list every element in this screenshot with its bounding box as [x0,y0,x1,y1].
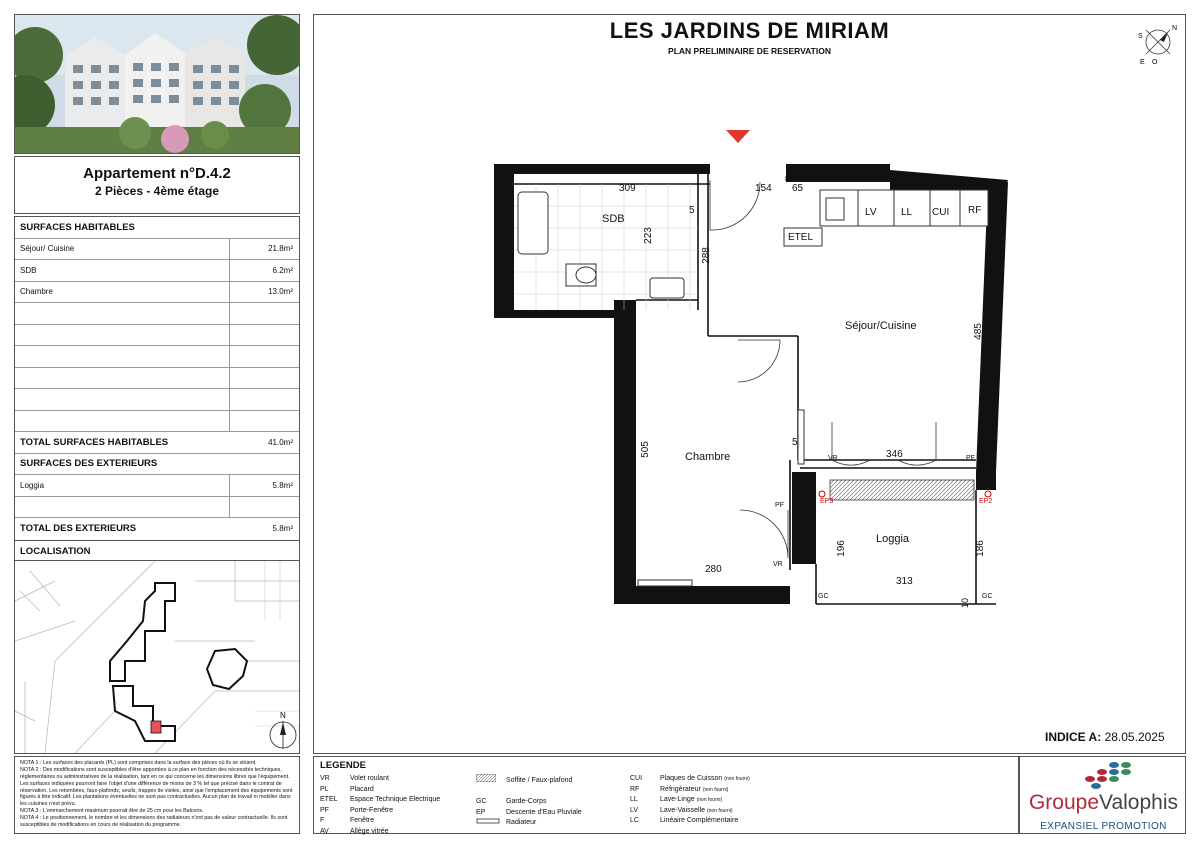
dim-154: 154 [755,183,772,194]
equip-lv: LV [865,207,877,218]
legend-item: VR Volet roulant [320,775,389,782]
exterior-area: 5.8m² [229,475,299,496]
exterieurs-header [15,454,299,476]
compass-n: N [1172,25,1178,32]
dim-5a: 5 [689,205,695,216]
total-surfaces-row [15,432,299,454]
total-exterieurs-row [15,518,299,540]
bathtub-icon [518,192,548,254]
compass-e: E [1140,59,1145,66]
tag-ep3: EP3 [820,498,834,505]
tag-pf1: PF [966,455,975,462]
radiator-swatch-icon [476,818,500,824]
dim-223: 223 [642,227,654,244]
indice-date: 28.05.2025 [1104,730,1165,744]
equip-etel: ETEL [788,232,814,243]
table-row-empty [15,325,299,347]
tag-gc2: GC [982,593,993,600]
sink-icon [650,278,684,298]
note-1: NOTA 1 : Les surfaces des placards (PL) sont comprises dans la surface des pièces où ils se situent. [20,760,257,766]
total-surfaces-value: 41.0m² [268,437,293,447]
dim-196: 196 [835,540,847,557]
note-3: NOTA 3 : L'emmarchement maximum pourrait être de 25 cm pour les Balcons. [20,808,204,815]
equip-ll: LL [901,207,913,218]
total-surfaces-label: TOTAL SURFACES HABITABLES [20,436,169,448]
room-sdb-label: SDB [602,213,625,225]
room-label: Chambre [20,287,53,297]
dim-280: 280 [705,564,722,575]
legend-item: LV Lave-Vaisselle (non fourni) [630,806,733,814]
project-subtitle: PLAN PRELIMINAIRE DE RESERVATION [668,46,831,56]
project-title: LES JARDINS DE MIRIAM [609,18,890,43]
hatch-swatch-icon [476,774,496,782]
legend-item: Radiateur [476,818,582,829]
table-row-empty [15,497,299,519]
surfaces-header-label: SURFACES HABITABLES [20,221,135,233]
room-area: 13.0m² [229,282,299,303]
tag-vr1: VR [828,455,838,462]
surfaces-table [14,216,300,541]
table-row-empty [15,346,299,368]
table-row-empty [15,389,299,411]
compass-s: S [1138,33,1143,40]
exterieurs-header-label: SURFACES DES EXTERIEURS [20,458,158,470]
room-label: SDB [20,265,37,275]
table-row [15,239,299,261]
radiator-icon [638,580,692,586]
table-row [15,282,299,304]
legend-item: PL Placard [320,785,374,793]
legend-item: LC Linéaire Complémentaire [630,817,739,825]
indice-line [1045,730,1165,744]
room-loggia-label: Loggia [876,533,910,545]
dim-65: 65 [792,183,804,194]
room-area: 21.8m² [229,239,299,260]
apartment-subtitle: 2 Pièces - 4ème étage [94,184,220,198]
floor-plan [490,160,1010,610]
apartment-title: Appartement n°D.4.2 [83,165,231,182]
building-render-image [14,14,300,154]
room-sejour-label: Séjour/Cuisine [845,320,917,332]
groupe-valophis-logo [1019,756,1186,834]
dim-505: 505 [639,441,651,458]
room-chambre-label: Chambre [685,451,731,463]
legend-item: RF Réfrigérateur (non fourni) [630,785,729,793]
logo-subtitle: EXPANSIEL PROMOTION [1040,821,1167,832]
dim-485: 485 [972,323,984,340]
dim-313: 313 [896,576,913,587]
legend-item: LL Lave-Linge (non fourni) [630,796,723,804]
legend-item: F Fenêtre [320,817,375,825]
legend-item: AV Allège vitrée [320,827,389,835]
exterior-label: Loggia [20,480,45,490]
note-4: NOTA 4 : Le positionnement, le nombre et les dimensions des radiateurs n'ont pas de valeur contractuelle. Ils sont susceptibles de modifications en cours de réalisation du programme. [20,815,288,828]
legend-col-3 [630,774,750,827]
table-row-empty [15,368,299,390]
legend-box [313,756,1019,834]
legend-item: GC Garde-Corps [476,798,547,806]
compass-o: O [1152,59,1158,66]
legend-title: LEGENDE [320,760,366,771]
apartment-title-box [14,156,300,214]
legend-item: ETEL Espace Technique Electrique [320,796,441,804]
localisation-panel [14,540,300,754]
room-area: 6.2m² [229,260,299,281]
legend-item: CUI Plaques de Cuisson (non fourni) [630,775,750,782]
north-label: N [280,711,286,720]
radiator-icon [798,410,804,464]
tag-vr2: VR [773,561,783,568]
notes-box [14,756,300,834]
table-row-empty [15,303,299,325]
legend-col-1 [320,774,440,838]
equip-cui: CUI [932,207,950,218]
dim-186: 186 [974,540,986,557]
legend-col-2 [476,774,582,829]
equip-pl: PL [785,176,794,183]
indice-label: INDICE A: [1045,730,1102,744]
dim-309: 309 [619,183,636,194]
apartment-location-marker [151,721,161,733]
compass-icon [1130,20,1182,66]
site-map [15,561,299,753]
room-label: Séjour/ Cuisine [20,244,75,254]
dim-288: 288 [700,247,712,264]
dim-5b: 5 [792,437,798,448]
dim-10: 10 [960,597,971,609]
tag-gc1: GC [818,593,829,600]
dim-346: 346 [886,449,903,460]
table-row [15,260,299,282]
tag-pf2: PF [775,502,784,509]
equip-rf: RF [968,205,982,216]
table-row [15,475,299,497]
legend-item: PF Porte-Fenêtre [320,806,394,814]
legend-item: EP Descente d'Eau Pluviale [476,808,582,816]
logo-wordmark: GroupeValophis [1028,791,1179,814]
toilet-icon [566,264,596,286]
localisation-header: LOCALISATION [15,541,299,561]
total-exterieurs-label: TOTAL DES EXTERIEURS [20,523,137,535]
entrance-marker-icon [726,130,750,144]
total-exterieurs-value: 5.8m² [272,524,293,534]
surfaces-header [15,217,299,239]
legend-item: Soffite / Faux-plafond [476,774,582,787]
table-row-empty [15,411,299,433]
logo-dots-icon [1080,761,1140,789]
note-2: NOTA 2 : Des modifications sont susceptibles d'être apportées à ce plan en fonction des nécessités techniques, réglementaires ou administratives de la réalisation, tant en ce qui concerne les dimensions libres que l'équipement. Les surfaces indiquées pourront faire l'objet d'une différence de moins de 3 % tel que précisé dans le contrat de réservation. Les retombées, faux-plafonds, seuils, trappes de visites, ainsi que l'emplacement des équipements sont figurés à titre indicatif. Les plantations éventuelles ne sont pas contractuelles. Aucun plan de travail ni mobilier dans les cuisines n'est prévu. [20,766,293,808]
tag-ep2: EP2 [979,498,993,505]
